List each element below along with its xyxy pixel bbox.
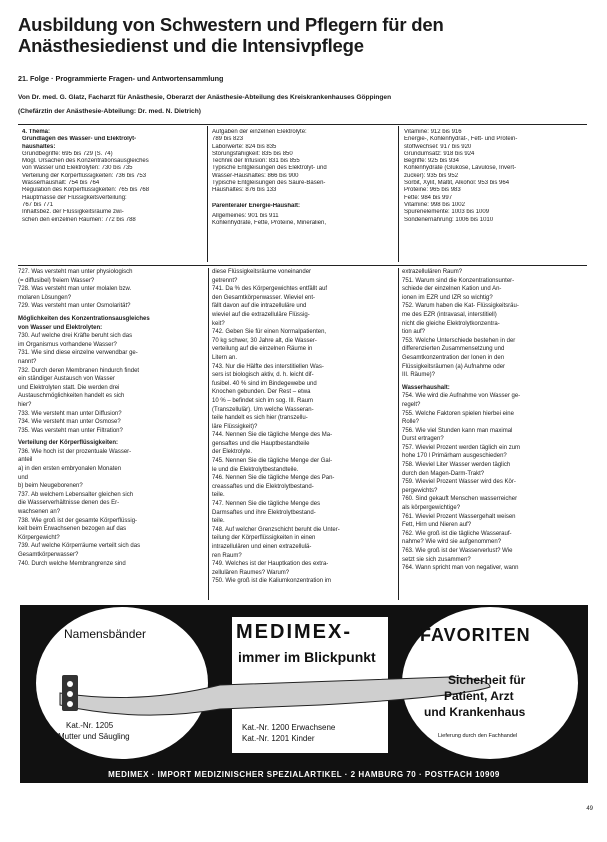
topic-line: Hauptmasse der Flüssigkeitsverteilung: <box>22 194 127 201</box>
question-line: 735. Was versteht man unter Filtration? <box>18 427 123 434</box>
topic-line: 789 bis 823 <box>212 136 244 143</box>
question-line: teile handelt es sich hier (transzellu- <box>212 415 308 422</box>
question-line: intrazellulären und einen extrazellulä- <box>212 544 312 550</box>
ad-left-catalog-1: Kat.-Nr. 1205 <box>66 721 114 730</box>
question-line: le und die Elektrolytbestandteile. <box>212 466 299 473</box>
topic-line: Grundbegriffe: 695 bis 729 (S. 74) <box>22 150 113 157</box>
topics-column-3 <box>404 129 586 224</box>
topic-line: Verteilung der Körperflüssigkeiten: 736 bis 753 <box>22 172 147 179</box>
section-heading: Wasserhaushalt: <box>402 384 450 391</box>
question-line: 762. Wie groß ist die tägliche Wasserauf- <box>402 530 512 537</box>
question-line: 741. Da % des Körpergewichtes entfällt auf <box>212 286 328 293</box>
series-line: 21. Folge · Programmierte Fragen- und Antwortensammlung <box>18 74 224 83</box>
topic-line: Allgemeines: 901 bis 911 <box>212 212 279 219</box>
question-line: Austauschmöglichkeiten handelt es sich <box>18 393 125 400</box>
question-line: keit? <box>212 320 225 327</box>
question-line: 737. Ab welchem Lebensalter gleichen sich <box>18 491 134 498</box>
question-line: 10 % – befindet sich im sog. III. Raum <box>212 397 314 404</box>
box-divider-1 <box>207 126 208 262</box>
question-line: als körpergewichtige? <box>402 505 461 512</box>
question-line: teile. <box>212 518 225 525</box>
question-line: wieviel auf die extrazelluläre Flüssig- <box>212 311 310 318</box>
question-line: nahme? Wie wird sie aufgenommen? <box>402 539 502 546</box>
topic-line: Energie-, Kohlenhydrat-, Fett- und Protein- <box>404 136 518 143</box>
question-line: 738. Wie groß ist der gesamte Körperflüssig- <box>18 517 138 524</box>
question-line: 760. Sind gekauft Menschen wasserreicher <box>402 496 518 503</box>
chief-line: (Chefärztin der Anästhesie-Abteilung: Dr. med. N. Dietrich) <box>18 108 201 115</box>
title-line-2: Anästhesiedienst und die Intensivpflege <box>18 35 364 56</box>
topic-line: Störungsfähigkeit: 835 bis 850 <box>212 150 293 157</box>
ad-left-title: Namensbänder <box>64 627 147 641</box>
question-line: 731. Wie sind diese einzelne verwendbar ge- <box>18 350 138 357</box>
questions-column-1 <box>18 268 206 568</box>
topic-line: Typische Entgleisungen des Elektrolyt- und <box>212 165 327 172</box>
question-line: hohe 170 l Primärharn ausgeschieden? <box>402 453 507 460</box>
medimex-advertisement <box>20 605 588 783</box>
question-line: Durst ertragen? <box>402 436 444 443</box>
question-line: 753. Welche Unterschiede bestehen in der <box>402 337 516 344</box>
topic-line: Mögl. Ursachen des Konzentrationsausgleiches <box>22 158 149 165</box>
question-line: 733. Wie versteht man unter Diffusion? <box>18 410 122 417</box>
question-line: ren Raum? <box>212 552 242 559</box>
question-line: wachsenen an? <box>18 509 61 516</box>
question-line: 749. Welches ist der Hauptkation des extra- <box>212 561 329 568</box>
topic-line: Inhaltsbez. der Flüssigkeitsräume zwi- <box>22 209 124 216</box>
question-line: 736. Wie hoch ist der prozentuale Wasser- <box>18 448 132 455</box>
topic-line: stoffwechsel: 917 bis 920 <box>404 143 472 150</box>
question-line: 756. Wie viel Stunden kann man maximal <box>402 427 513 434</box>
topic-line: Vitamine: 998 bis 1002 <box>404 201 465 208</box>
topic-line: schen den einzelnen Räumen: 772 bis 788 <box>22 216 136 223</box>
question-line: 730. Auf welche drei Kräfte beruht sich das <box>18 333 133 340</box>
topic-line: Proteine: 965 bis 983 <box>404 187 461 194</box>
ad-brand: MEDIMEX- <box>236 621 352 643</box>
question-line: Knochen gebunden. Der Rest – etwa <box>212 389 311 396</box>
question-line: extrazellulären Raum? <box>402 269 463 275</box>
question-line: 746. Nennen Sie die tägliche Menge des Pan- <box>212 475 335 482</box>
topic-line: Sorbit, Xylit, Maltit, Alkohol: 953 bis 964 <box>404 180 510 187</box>
question-line: hier? <box>18 401 32 408</box>
column-rule-2 <box>398 268 399 600</box>
article-title <box>18 14 598 56</box>
question-line: 763. Wie groß ist der Wasserverlust? Wie <box>402 548 513 554</box>
question-line: 70 kg schwer, 30 Jahre alt, die Wasser- <box>212 337 317 344</box>
question-line: (Transzellulär). Um welche Wasseran- <box>212 406 314 413</box>
topic-subheading: haushaltes: <box>22 143 56 150</box>
questions-column-2 <box>212 268 396 586</box>
question-line: molaren Lösungen? <box>18 294 72 301</box>
box-divider-2 <box>398 126 399 262</box>
ad-small-note: Lieferung durch den Fachhandel <box>438 733 518 739</box>
ad-sicherheit-1: Sicherheit für <box>448 673 526 687</box>
question-line: sers ist biologisch aktiv, d. h. leicht dif- <box>212 372 314 379</box>
ad-footer: MEDIMEX · IMPORT MEDIZINISCHER SPEZIALARTIKEL · 2 HAMBURG 70 · POSTFACH 10909 <box>108 770 500 779</box>
question-line: 750. Wie groß ist die Kaliumkonzentration im <box>212 578 332 585</box>
clasp-hole-icon <box>67 701 73 707</box>
topic-line: Typische Entgleisungen des Säure-Basen- <box>212 180 326 187</box>
question-line: 761. Wieviel Prozent Wassergehalt weisen <box>402 513 516 520</box>
question-line: setzt sie sich zusammen? <box>402 556 471 563</box>
question-line: 742. Geben Sie für einen Normalpatienten, <box>212 329 327 336</box>
question-line: ionen im EZR und IZR so wichtig? <box>402 294 493 301</box>
topic-subheading: Grundlagen des Wasser- und Elektrolyt- <box>22 136 137 143</box>
question-line: Darmsaftes und ihre Elektrolytbestand- <box>212 509 316 516</box>
topics-column-1 <box>22 129 204 224</box>
page-number: 49 <box>586 806 593 812</box>
question-line: Gesamtkonzentration der Ionen in den <box>402 354 505 361</box>
section-heading: Verteilung der Körperflüssigkeiten: <box>18 440 119 447</box>
topic-line: Wasserhaushalt: 754 bis 764 <box>22 180 100 187</box>
question-line: fällt davon auf die intrazelluläre und <box>212 303 307 310</box>
question-line: 755. Welche Faktoren spielen hierbei eine <box>402 410 514 417</box>
ad-mid-catalog-2: Kat.-Nr. 1201 Kinder <box>242 734 315 743</box>
question-line: tion auf? <box>402 329 426 336</box>
ad-sicherheit-3: und Krankenhaus <box>424 705 526 719</box>
question-line: ein ständiger Austausch von Wasser <box>18 376 115 383</box>
question-line: 747. Nennen Sie die tägliche Menge des <box>212 501 321 508</box>
question-line: b) beim Neugeborenen? <box>18 483 83 490</box>
question-line: Flüssigkeitsräumen (a) Aufnahme oder <box>402 363 506 370</box>
question-line: III. Räume)? <box>402 372 436 379</box>
question-line: Rolle? <box>402 419 420 426</box>
clasp-hole-icon <box>67 681 73 687</box>
question-line: 727. Was versteht man unter physiologisch <box>18 269 133 275</box>
topic-line: Laborwerte: 824 bis 835 <box>212 143 277 150</box>
question-line: 740. Durch welche Membrangrenze sind <box>18 560 126 567</box>
question-line: 759. Wieviel Prozent Wasser wird des Kör- <box>402 479 516 486</box>
question-line: nicht die gleiche Elektrolytkonzentra- <box>402 320 500 327</box>
question-line: den Gesamtkörperwasser. Wieviel ent- <box>212 294 316 301</box>
question-line: 743. Nur die Hälfte des interstitiellen Was- <box>212 363 324 370</box>
question-line: der Elektrolyte. <box>212 449 253 456</box>
question-line: durch den Magen-Darm-Trakt? <box>402 470 485 477</box>
question-line: keit beim Erwachsenen bezogen auf das <box>18 526 127 533</box>
question-line: im Organismus vorhandene Wasser? <box>18 341 117 348</box>
question-line: 757. Wieviel Prozent werden täglich ein zum <box>402 444 521 451</box>
question-line: schiede der einzelnen Kation und An- <box>402 286 502 293</box>
topic-line: 767 bis 771 <box>22 201 54 208</box>
topic-line: Begriffe: 925 bis 934 <box>404 158 459 165</box>
question-line: Litern an. <box>212 354 238 361</box>
question-line: 728. Was versteht man unter molalen bzw. <box>18 286 132 293</box>
question-line: nannt? <box>18 358 37 365</box>
question-line: anteil <box>18 457 33 464</box>
ad-slogan: immer im Blickpunkt <box>238 649 376 665</box>
question-line: die Wasserverhältnisse denen des Er- <box>18 500 120 507</box>
question-line: creassaftes und die Elektrolytbestand- <box>212 483 314 490</box>
topic-line: Technik der Infusion: 831 bis 855 <box>212 158 300 165</box>
column-rule-1 <box>208 268 209 600</box>
question-line: 758. Wieviel Liter Wasser werden täglich <box>402 462 511 469</box>
question-line: läre Flüssigkeit)? <box>212 423 258 430</box>
ad-mid-catalog-1: Kat.-Nr. 1200 Erwachsene <box>242 723 336 732</box>
question-line: 729. Was versteht man unter Osmolarität? <box>18 303 131 310</box>
topic-line: Vitamine: 912 bis 916 <box>404 129 462 135</box>
question-line: und <box>18 474 29 481</box>
question-line: gensaftes und die Hauptbestandteile <box>212 440 310 447</box>
topic-line: Spurenelemente: 1003 bis 1009 <box>404 209 490 216</box>
clasp-hole-icon <box>67 691 73 697</box>
question-line: 744. Nennen Sie die tägliche Menge des Ma- <box>212 432 333 439</box>
ad-favoriten: FAVORITEN <box>420 625 531 645</box>
topic-line: Fette: 984 bis 997 <box>404 194 453 201</box>
topic-line: Grundumsatz: 918 bis 924 <box>404 150 475 157</box>
ad-sicherheit-2: Patient, Arzt <box>444 689 514 703</box>
title-line-1: Ausbildung von Schwestern und Pflegern für den <box>18 14 444 35</box>
topic-line: Aufgaben der einzelnen Elektrolyte: <box>212 129 307 135</box>
question-line: (= diffusibel) freiem Wasser? <box>18 277 95 284</box>
question-line: 751. Warum sind die Konzentrationsunter- <box>402 277 515 284</box>
question-line: 754. Wie wird die Aufnahme von Wasser ge- <box>402 393 521 400</box>
question-line: zellulären Raumes? Warum? <box>212 569 290 576</box>
question-line: teile. <box>212 492 225 499</box>
question-line: und Elektrolyten statt. Die werden drei <box>18 384 120 391</box>
questions-column-3 <box>402 268 588 573</box>
question-line: 734. Wie versteht man unter Osmose? <box>18 419 121 426</box>
topic-line: Regulation des Körperflüssigkeiten: 765 bis 768 <box>22 187 150 194</box>
question-line: 732. Durch deren Membranen hindurch findet <box>18 367 140 374</box>
question-line: getrennt? <box>212 277 238 284</box>
question-line: teilung der Körperflüssigkeiten in einen <box>212 535 316 542</box>
question-line: 764. Wann spricht man von negativer, wann <box>402 565 519 572</box>
topic-line: Kohlenhydrate, Fette, Proteine, Mineralien, <box>212 220 327 227</box>
question-line: Körpergewicht? <box>18 534 60 541</box>
question-line: Fett, Hirn und Nieren auf? <box>402 522 472 529</box>
author-line: Von Dr. med. G. Glatz, Facharzt für Anästhesie, Oberarzt der Anästhesie-Abteilung des Kreiskrankenhauses Göppingen <box>18 94 392 101</box>
topic-subheading: Parenteraler Energie-Haushalt: <box>212 202 301 209</box>
question-line: pergewichts? <box>402 487 438 494</box>
topics-column-2 <box>212 129 394 228</box>
question-line: 748. Auf welcher Grenzschicht beruht die Unter- <box>212 526 340 533</box>
topic-line: Haushaltes: 876 bis 133 <box>212 187 277 194</box>
question-line: Gesamtkörperwasser? <box>18 552 79 558</box>
topic-line: von Wasser und Elektrolyten: 730 bis 735 <box>22 165 133 172</box>
question-line: a) in den ersten embryonalen Monaten <box>18 466 122 473</box>
section-heading: von Wasser und Elektrolyten: <box>18 324 103 331</box>
question-line: 752. Warum haben die Kat- Flüssigkeitsräu- <box>402 303 519 310</box>
question-line: 745. Nennen Sie die tägliche Menge der Gal- <box>212 458 333 465</box>
question-line: verteilung auf die einzelnen Räume in <box>212 346 313 353</box>
topic-heading: 4. Thema: <box>22 129 51 135</box>
question-line: fusibel. 40 % sind im Bindegewebe und <box>212 380 317 387</box>
question-line: diese Flüssigkeitsräume voneinander <box>212 269 312 275</box>
question-line: me des EZR (intravasal, interstitiell) <box>402 311 497 318</box>
section-heading: Möglichkeiten des Konzentrationsausgleiches <box>18 315 150 322</box>
question-line: differenzierten Zusammensetzung und <box>402 346 505 353</box>
topic-line: zucker): 935 bis 952 <box>404 172 459 179</box>
topic-line: Kohlenhydrate (Glukose, Lävulose, Invert- <box>404 165 517 172</box>
topic-line: Wasser-Haushaltes: 866 bis 900 <box>212 172 299 179</box>
question-line: regelt? <box>402 401 421 408</box>
topic-line: Sondenernährung: 1006 bis 1010 <box>404 216 494 223</box>
ad-left-catalog-2: Mutter und Säugling <box>58 732 130 741</box>
question-line: 739. Auf welche Körperräume verteilt sich das <box>18 543 141 550</box>
